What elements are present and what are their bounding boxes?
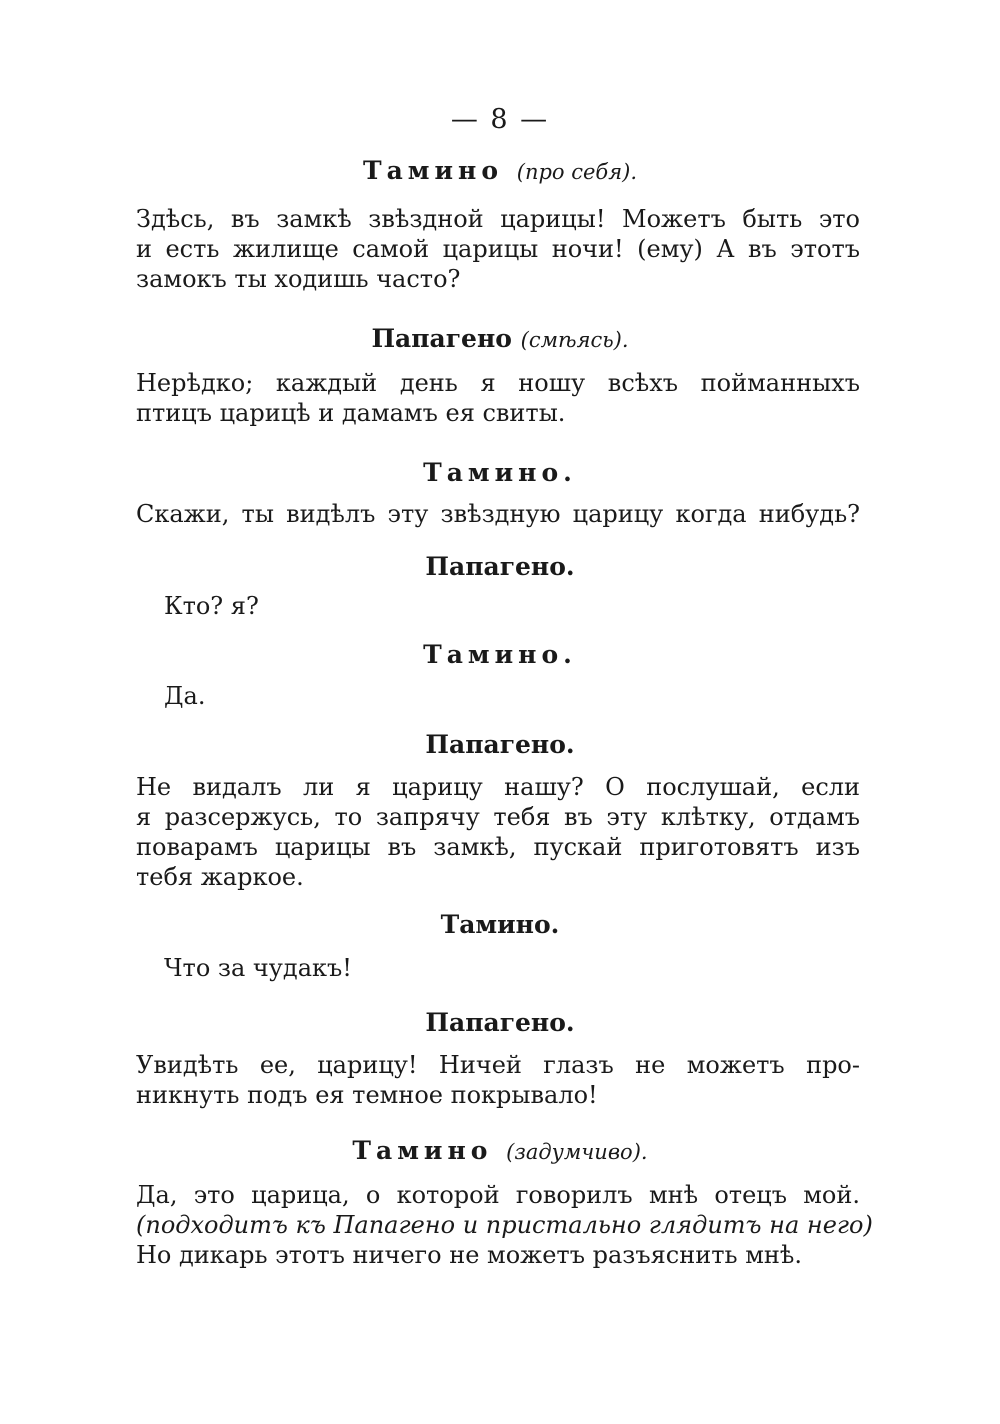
text-line: птицъ царицѣ и дамамъ ея свиты. [136, 399, 566, 427]
text-line: я разсержусь, то запрячу тебя въ эту клѣтку, отдамъ [136, 803, 860, 831]
speech-paragraph [136, 368, 860, 428]
text-line: замокъ ты ходишь часто? [136, 265, 461, 293]
speaker-name: Тамино. [440, 910, 560, 939]
speech-paragraph [136, 1180, 873, 1270]
speaker-heading [0, 458, 1000, 487]
speech-paragraph [136, 1050, 860, 1110]
speaker-name: Тамино. [423, 640, 577, 669]
speaker-name: Папагено [371, 324, 512, 353]
text-line: Увидѣть ее, царицу! Ничей глазъ не можетъ про- [136, 1051, 860, 1079]
speech-short-line: Кто? я? [164, 592, 259, 620]
stage-direction-line: (подходитъ къ Папагено и пристально глядитъ на него) [136, 1211, 873, 1239]
text-line: Скажи, ты видѣлъ эту звѣздную царицу когда нибудь? [136, 500, 860, 528]
speaker-heading [0, 640, 1000, 669]
speech-short-line: Что за чудакъ! [164, 954, 352, 982]
speech-short-line: Да. [164, 682, 206, 710]
speaker-heading [0, 910, 1000, 939]
text-line: Нерѣдко; каждый день я ношу всѣхъ пойманныхъ [136, 369, 860, 397]
text-line: поварамъ царицы въ замкѣ, пускай приготовятъ изъ [136, 833, 860, 861]
text-line: Да, это царица, о которой говорилъ мнѣ отецъ мой. [136, 1181, 860, 1209]
text-line: и есть жилище самой царицы ночи! (ему) А въ этотъ [136, 235, 860, 263]
text-line: тебя жаркое. [136, 863, 304, 891]
speaker-heading [0, 730, 1000, 759]
stage-direction: (про себя). [516, 160, 638, 184]
stage-direction: (задумчиво). [506, 1140, 648, 1164]
speaker-name: Тамино [352, 1136, 493, 1165]
speaker-heading [0, 1008, 1000, 1037]
stage-direction: (смѣясь). [520, 328, 629, 352]
speaker-name: Папагено. [425, 1008, 575, 1037]
text-line: Но дикарь этотъ ничего не можетъ разъяснить мнѣ. [136, 1241, 802, 1269]
text-line: Не видалъ ли я царицу нашу? О послушай, если [136, 773, 860, 801]
speaker-heading [0, 552, 1000, 581]
speaker-name: Папагено. [425, 552, 575, 581]
text-line: никнуть подъ ея темное покрывало! [136, 1081, 598, 1109]
speaker-heading [0, 156, 1000, 185]
speech-paragraph [136, 204, 860, 294]
speaker-name: Тамино [362, 156, 504, 185]
speaker-name: Папагено. [425, 730, 575, 759]
text-line: Здѣсь, въ замкѣ звѣздной царицы! Можетъ быть это [136, 205, 860, 233]
speaker-name: Тамино. [423, 458, 577, 487]
page-number: — 8 — [450, 104, 550, 135]
speech-paragraph [136, 499, 860, 529]
speaker-heading [0, 324, 1000, 353]
speech-paragraph [136, 772, 860, 892]
speaker-heading [0, 1136, 1000, 1165]
